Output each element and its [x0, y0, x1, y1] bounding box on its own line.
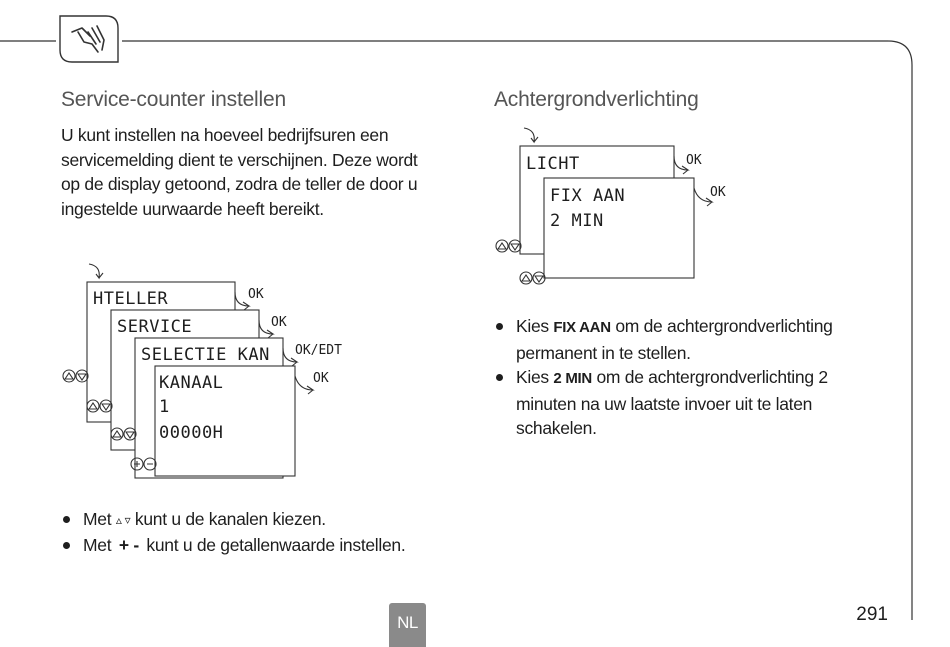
intro-line: U kunt instellen na hoeveel bedrijfsuren een: [61, 125, 389, 145]
intro-line: op de display getoond, zodra de teller de door u: [61, 174, 418, 195]
up-down-triangles-icon: ▵ ▿: [115, 513, 131, 527]
ok-label: OK: [710, 185, 726, 200]
left-section-title: Service-counter instellen: [61, 88, 286, 111]
up-button-icon: [520, 272, 532, 284]
lcd-line: 1: [159, 397, 170, 417]
list-item: Kies 2 MIN om de achtergrondverlichting 2 minuten na uw laatste invoer uit te laten schakelen.: [494, 365, 833, 441]
ok-label: OK/EDT: [295, 343, 342, 358]
list-item: Kies FIX AAN om de achtergrondverlichting permanent in te stellen.: [494, 314, 833, 365]
lcd-line: HTELLER: [93, 289, 169, 309]
page-number: 291: [856, 604, 888, 625]
left-bullet-list: [61, 507, 405, 557]
list-item: Met ▵ ▿ kunt u de kanalen kiezen.: [61, 507, 405, 533]
lcd-line: 00000H: [159, 423, 224, 443]
lcd-line: SELECTIE KAN: [141, 345, 270, 365]
plus-minus-symbols: + -: [118, 534, 139, 555]
lcd-line: 2 MIN: [550, 211, 604, 231]
lcd-line: SERVICE: [117, 317, 193, 337]
option-2-min: 2 MIN: [553, 370, 592, 388]
list-item: Met + - kunt u de getallenwaarde instellen.: [61, 533, 405, 558]
right-section-title: Achtergrondverlichting: [494, 88, 699, 111]
right-bullet-list: [494, 314, 833, 441]
lcd-line: LICHT: [526, 154, 580, 174]
entry-arrow-icon: [89, 264, 103, 278]
up-button-icon: [63, 370, 75, 382]
ok-label: OK: [686, 153, 702, 168]
intro-line: servicemelding dient te verschijnen. Deze wordt: [61, 149, 418, 170]
left-intro-paragraph: [61, 123, 418, 221]
ok-label: OK: [313, 371, 329, 386]
ok-label: OK: [271, 315, 287, 330]
lcd-line: KANAAL: [159, 373, 224, 393]
hand-pointing-icon: [58, 14, 120, 64]
ok-arrow-icon: [235, 292, 249, 310]
ok-arrow-icon: [295, 376, 313, 394]
up-button-icon: [496, 240, 508, 252]
language-badge: NL: [389, 603, 426, 647]
intro-line: ingestelde uurwaarde heeft bereikt.: [61, 198, 324, 219]
ok-label: OK: [248, 287, 264, 302]
lcd-line: FIX AAN: [550, 186, 626, 206]
backlight-diagram: [490, 126, 750, 296]
service-counter-diagram: [55, 262, 365, 482]
entry-arrow-icon: [524, 128, 538, 142]
option-fix-aan: FIX AAN: [553, 319, 611, 336]
